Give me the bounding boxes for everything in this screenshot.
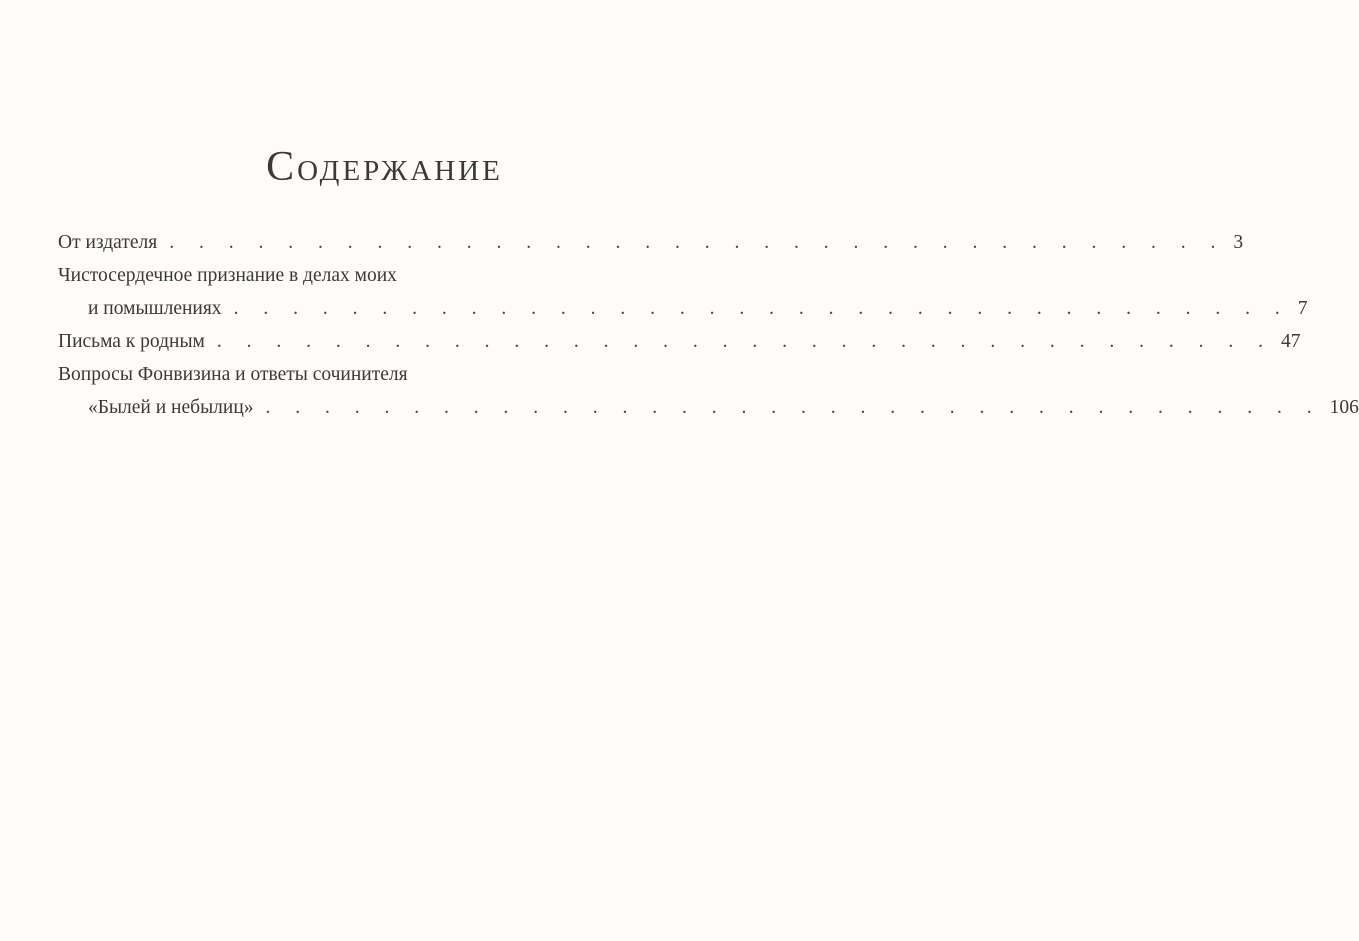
dot-leader: . . . . . . . . . . . . . . . . . . . . . . . . . . . . . . . . . . . . — [265, 397, 1322, 418]
toc-entry-title: Вопросы Фонвизина и ответы сочинителя — [58, 364, 408, 385]
toc-entry[interactable] — [58, 325, 1301, 358]
toc-entry-title: Письма к родным — [58, 331, 205, 352]
toc-entry-page: 7 — [1297, 298, 1308, 319]
toc-entry-title: Чистосердечное признание в делах моих — [58, 265, 397, 286]
dot-leader: . . . . . . . . . . . . . . . . . . . . . . . . . . . . . . . . . . . . — [216, 331, 1274, 352]
toc-entry-page: 47 — [1281, 331, 1301, 352]
table-of-contents — [58, 226, 1359, 424]
toc-entry-page: 3 — [1233, 232, 1244, 253]
page-title: Содержание — [266, 144, 503, 190]
dot-leader: . . . . . . . . . . . . . . . . . . . . . . . . . . . . . . . . . . . . — [233, 298, 1290, 319]
toc-entry[interactable] — [58, 226, 1244, 259]
toc-entry-title-continued: и помышлениях — [88, 298, 222, 319]
toc-entry-line-2[interactable] — [58, 391, 1359, 424]
toc-entry-page: 106 — [1329, 397, 1359, 418]
toc-entry-title: От издателя — [58, 232, 158, 253]
dot-leader: . . . . . . . . . . . . . . . . . . . . . . . . . . . . . . . . . . . . — [169, 232, 1226, 253]
toc-entry-line-2[interactable] — [58, 292, 1308, 325]
toc-entry-line-1[interactable] — [58, 259, 674, 292]
toc-entry-title-continued: «Былей и небылиц» — [88, 397, 254, 418]
toc-entry-line-1[interactable] — [58, 358, 674, 391]
